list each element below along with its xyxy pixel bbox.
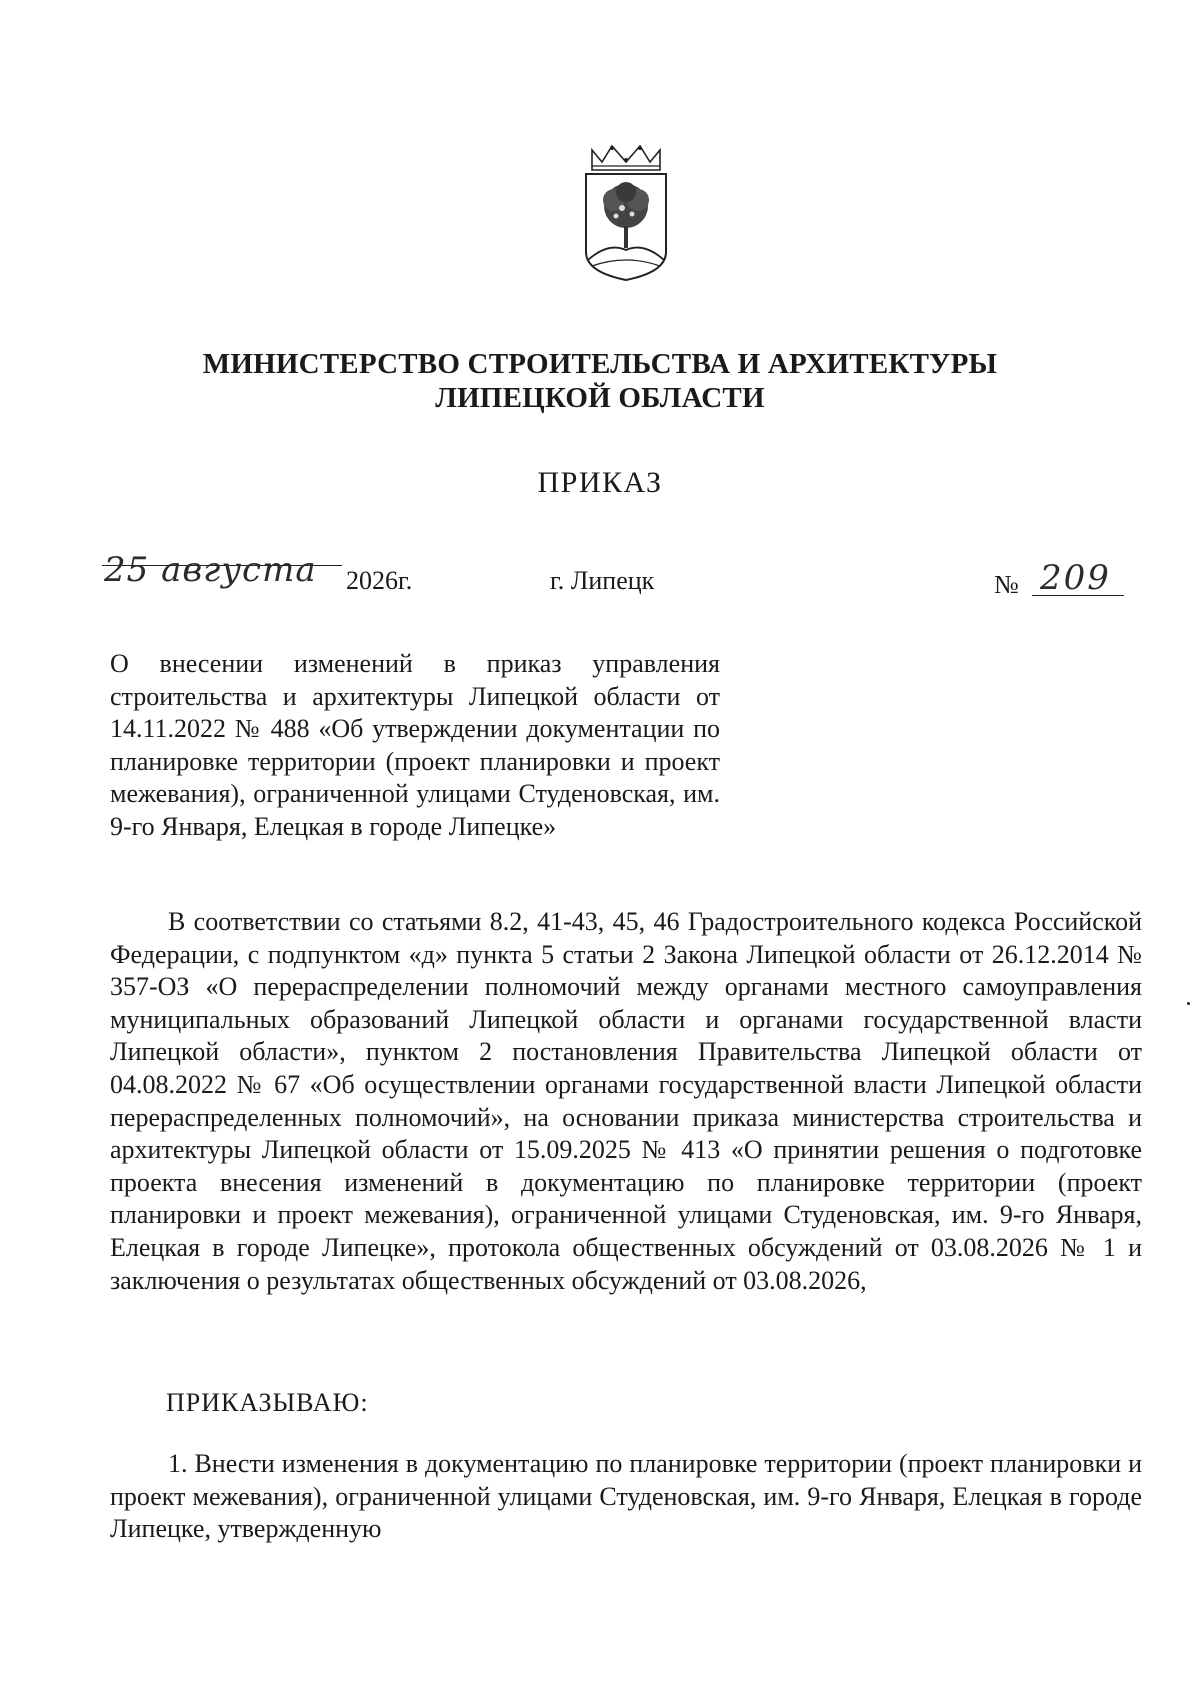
scan-speck <box>1187 1002 1190 1005</box>
document-city: г. Липецк <box>550 566 655 595</box>
lipetsk-coat-of-arms-icon <box>578 142 674 284</box>
document-type: ПРИКАЗ <box>537 466 663 499</box>
order-item-1: 1. Внести изменения в документацию по планировке территории (проект планировки и проект межевания), ограниченной улицами Студеновская, им. 9-го Января, Елецкая в городе Липецке, утвержденную <box>110 1449 1142 1544</box>
preamble-paragraph: В соответствии со статьями 8.2, 41-43, 45, 46 Градостроительного кодекса Российской Федерации, с подпунктом «д» пункта 5 статьи 2 Закона Липецкой области от 26.12.2014 № 357-ОЗ «О перераспределении полномочий между органами местного самоуправления муниципальных образований Липецкой области и органами государственной власти Липецкой области», пунктом 2 постановления Правительства Липецкой области от 04.08.2022 № 67 «Об осуществлении органами государственной власти Липецкой области перераспределенных полномочий», на основании приказа министерства строительства и архитектуры Липецкой области от 15.09.2025 № 413 «О принятии решения о подготовке проекта внесения изменений в документацию по планировке территории (проект планировки и проект межевания), ограниченной улицами Студеновская, им. 9-го Января, Елецкая в городе Липецке», протокола общественных обсуждений от 03.08.2026 № 1 и заключения о результатах общественных обсуждений от 03.08.2026, <box>110 907 1142 1295</box>
handwritten-number: 209 <box>1040 558 1111 598</box>
number-sign: № <box>994 570 1019 599</box>
ministry-name-line1: МИНИСТЕРСТВО СТРОИТЕЛЬСТВА И АРХИТЕКТУРЫ <box>202 348 998 380</box>
ministry-name-line2: ЛИПЕЦКОЙ ОБЛАСТИ <box>435 382 765 414</box>
order-subject: О внесении изменений в приказ управления строительства и архитектуры Липецкой области от 14.11.2022 № 488 «Об утверждении документации по планировке территории (проект планировки и проект межевания), ограниченной улицами Студеновская, им. 9-го Января, Елецкая в городе Липецке» <box>110 649 720 841</box>
document-year: 2026г. <box>346 566 413 595</box>
handwritten-date: 25 августа <box>104 550 317 590</box>
order-directive: ПРИКАЗЫВАЮ: <box>166 1388 369 1417</box>
